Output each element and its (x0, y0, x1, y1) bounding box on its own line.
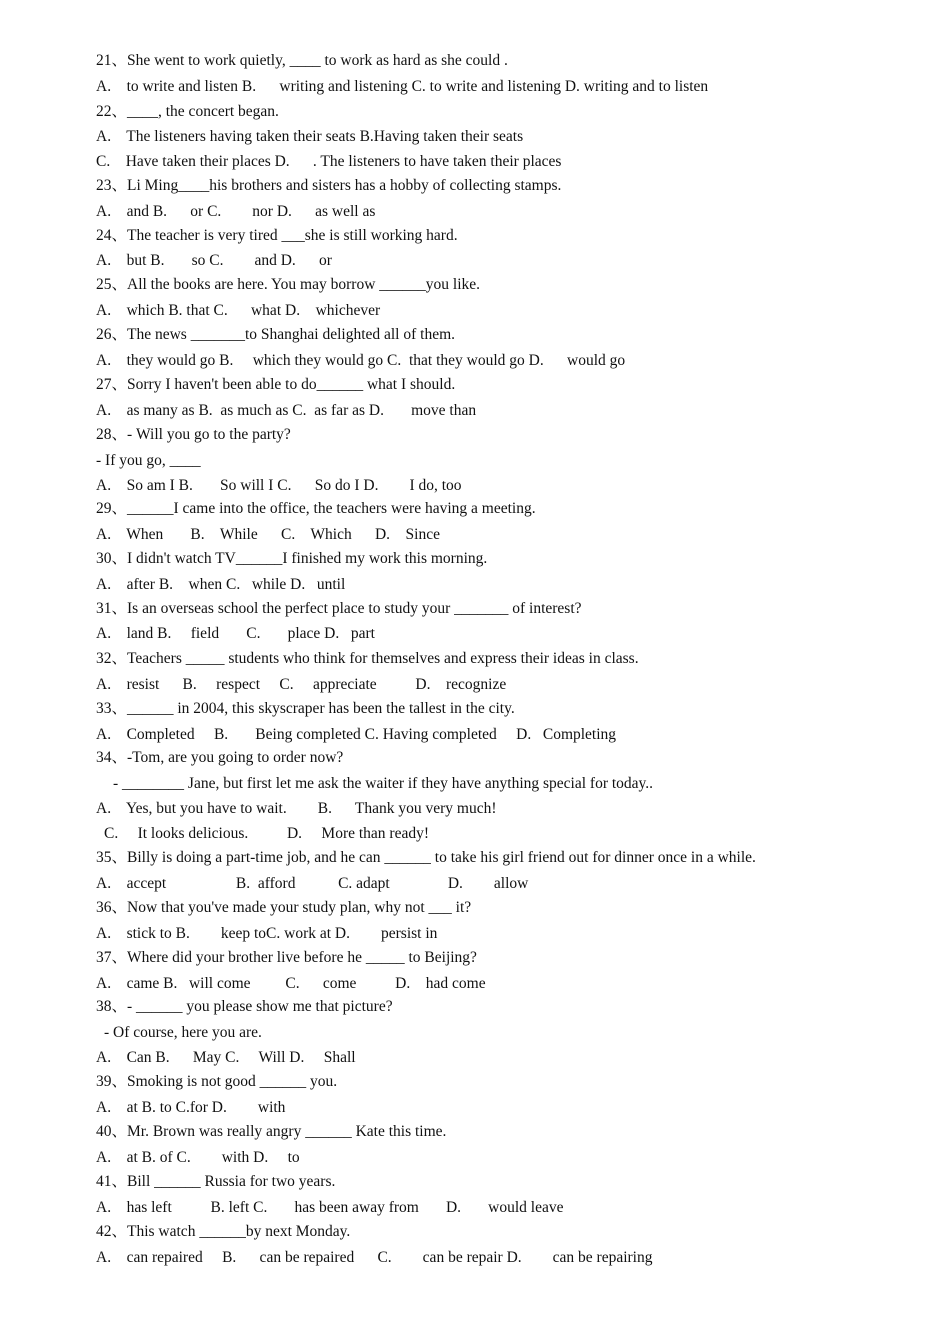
question-28: 28、- Will you go to the party? (96, 426, 291, 443)
options-31: A. land B. field C. place D. part (96, 625, 375, 642)
question-40: 40、Mr. Brown was really angry ______ Kate this time. (96, 1123, 447, 1140)
options-38: A. Can B. May C. Will D. Shall (96, 1049, 356, 1066)
question-26: 26、The news _______to Shanghai delighted all of them. (96, 326, 456, 343)
options-21: A. to write and listen B. writing and listening C. to write and listening D. writing and to listen (96, 78, 709, 95)
question-36: 36、Now that you've made your study plan, why not ___ it? (96, 899, 472, 916)
options-29: A. When B. While C. Which D. Since (96, 526, 440, 543)
question-32: 32、Teachers _____ students who think for themselves and express their ideas in class. (96, 650, 639, 667)
question-41: 41、Bill ______ Russia for two years. (96, 1173, 336, 1190)
options-26: A. they would go B. which they would go C. that they would go D. would go (96, 352, 626, 369)
options-40: A. at B. of C. with D. to (96, 1149, 300, 1166)
question-25: 25、All the books are here. You may borrow ______you like. (96, 276, 481, 293)
options-42: A. can repaired B. can be repaired C. can be repair D. can be repairing (96, 1249, 653, 1266)
question-21: 21、She went to work quietly, ____ to work as hard as she could . (96, 52, 508, 69)
question-23: 23、Li Ming____his brothers and sisters has a hobby of collecting stamps. (96, 177, 562, 194)
options-23: A. and B. or C. nor D. as well as (96, 203, 376, 220)
question-37: 37、Where did your brother live before he _____ to Beijing? (96, 949, 477, 966)
question-39: 39、Smoking is not good ______ you. (96, 1073, 338, 1090)
question-28-reply: - If you go, ____ (96, 452, 201, 469)
question-42: 42、This watch ______by next Monday. (96, 1223, 351, 1240)
question-34: 34、-Tom, are you going to order now? (96, 749, 344, 766)
question-29: 29、______I came into the office, the teachers were having a meeting. (96, 500, 536, 517)
question-22: 22、____, the concert began. (96, 103, 279, 120)
options-28: A. So am I B. So will I C. So do I D. I do, too (96, 477, 462, 494)
question-24: 24、The teacher is very tired ___she is still working hard. (96, 227, 458, 244)
question-38: 38、- ______ you please show me that picture? (96, 998, 393, 1015)
question-35: 35、Billy is doing a part-time job, and he can ______ to take his girl friend out for dinner once in a while. (96, 849, 756, 866)
options-25: A. which B. that C. what D. whichever (96, 302, 381, 319)
question-31: 31、Is an overseas school the perfect place to study your _______ of interest? (96, 600, 582, 617)
options-36: A. stick to B. keep toC. work at D. persist in (96, 925, 438, 942)
question-38-reply: - Of course, here you are. (104, 1024, 262, 1041)
options-34-ab: A. Yes, but you have to wait. B. Thank you very much! (96, 800, 497, 817)
options-35: A. accept B. afford C. adapt D. allow (96, 875, 529, 892)
question-27: 27、Sorry I haven't been able to do______ what I should. (96, 376, 456, 393)
options-22-ab: A. The listeners having taken their seats B.Having taken their seats (96, 128, 524, 145)
options-34-cd: C. It looks delicious. D. More than ready! (104, 825, 430, 842)
options-22-cd: C. Have taken their places D. . The listeners to have taken their places (96, 153, 562, 170)
options-39: A. at B. to C.for D. with (96, 1099, 286, 1116)
options-24: A. but B. so C. and D. or (96, 252, 332, 269)
question-33: 33、______ in 2004, this skyscraper has been the tallest in the city. (96, 700, 515, 717)
options-41: A. has left B. left C. has been away from D. would leave (96, 1199, 564, 1216)
options-30: A. after B. when C. while D. until (96, 576, 346, 593)
question-34-reply: - ________ Jane, but first let me ask the waiter if they have anything special for today.. (113, 775, 654, 792)
options-33: A. Completed B. Being completed C. Having completed D. Completing (96, 726, 617, 743)
question-30: 30、I didn't watch TV______I finished my work this morning. (96, 550, 488, 567)
options-27: A. as many as B. as much as C. as far as D. move than (96, 402, 477, 419)
options-37: A. came B. will come C. come D. had come (96, 975, 486, 992)
options-32: A. resist B. respect C. appreciate D. recognize (96, 676, 507, 693)
